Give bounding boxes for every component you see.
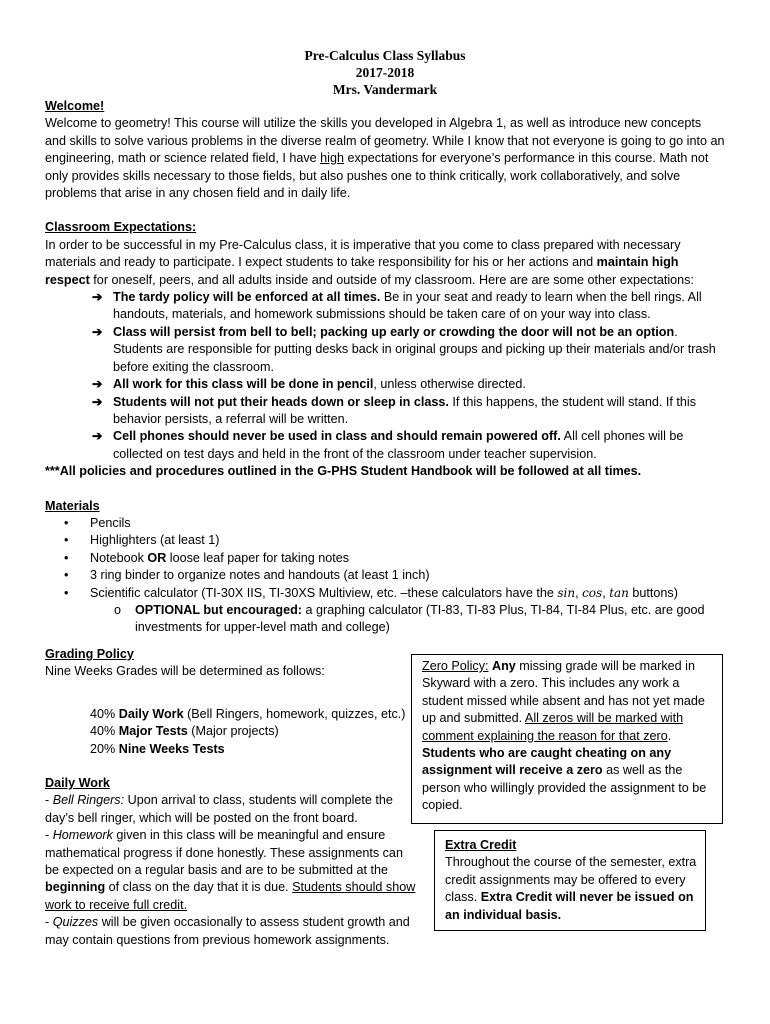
list-item: ➔ Students will not put their heads down or sleep in class. If this happens, the student will stand. If this behavior persists, a referral will be written.: [92, 394, 697, 426]
handbook-policy-note: ***All policies and procedures outlined in the G-PHS Student Handbook will be followed at all times.: [45, 464, 642, 479]
list-item: • Notebook OR loose leaf paper for taking notes: [90, 550, 725, 567]
list-item: • Scientific calculator (TI-30X IIS, TI-30XS Multiview, etc. –these calculators have the sin, cos, tan buttons) o OPTIONAL but encouraged: a graphing calculator (TI-83, TI-83 Plus, TI-84, TI-84 Plus, etc. are good investments for upper-level math and college): [90, 585, 725, 637]
zero-policy-box: Zero Policy: Any missing grade will be marked in Skyward with a zero. This includes any work a student missed while absent and has not yet made up and submitted. All zeros will be marked with comment explaining the reason for that zero. Students who are caught cheating on any assignment will receive a zero as well as the person who willingly provided the assignment to be copied.: [411, 654, 723, 824]
extra-credit-heading: Extra Credit: [445, 838, 517, 852]
arrow-right-icon: ➔: [92, 377, 103, 392]
grading-heading: Grading Policy: [45, 647, 134, 661]
bullet-icon: •: [64, 550, 69, 565]
arrow-right-icon: ➔: [92, 394, 103, 409]
syllabus-page: [45, 47, 725, 637]
arrow-right-icon: ➔: [92, 429, 103, 444]
bullet-icon: •: [64, 515, 69, 530]
arrow-right-icon: ➔: [92, 290, 103, 305]
expectations-heading: Classroom Expectations:: [45, 220, 197, 235]
teacher-name: Mrs. Vandermark: [332, 82, 438, 97]
list-item: ➔ The tardy policy will be enforced at all times. Be in your seat and ready to learn when the bell rings. All handouts, materials, and homework submissions should be taken care of on your way into class.: [92, 290, 702, 322]
list-item: • 3 ring binder to organize notes and handouts (at least 1 inch): [90, 567, 725, 584]
bullet-icon: •: [64, 568, 69, 583]
list-item: o OPTIONAL but encouraged: a graphing calculator (TI-83, TI-83 Plus, TI-84, TI-84 Plus, etc. are good investments for upper-level math and college): [114, 602, 705, 635]
extra-credit-box: Extra Credit Throughout the course of the semester, extra credit assignments may be offered to every class. Extra Credit will never be issued on an individual basis.: [434, 830, 706, 931]
materials-list: [45, 515, 725, 637]
school-year: 2017-2018: [355, 65, 415, 80]
grade-breakdown: [90, 706, 417, 758]
expectations-intro: In order to be successful in my Pre-Calculus class, it is imperative that you come to class prepared with necessary materials and ready to participate. I expect students to take responsibility for his or her actions and maintain high respect for oneself, peers, and all adults inside and outside of my classroom. Here are are some other expectations:: [45, 237, 694, 287]
grading-intro: Nine Weeks Grades will be determined as follows:: [45, 664, 325, 679]
list-item: ➔ Cell phones should never be used in class and should remain powered off. All cell phones will be collected on test days and held in the front of the classroom under teacher supervision.: [92, 429, 684, 461]
grade-row: 20% Nine Weeks Tests: [90, 741, 225, 756]
list-item: ➔ Class will persist from bell to bell; packing up early or crowding the door will not be an option. Students are responsible for putting desks back in original groups and picking up their materials and/or trash before exiting the classroom.: [92, 324, 716, 374]
grade-row: 40% Daily Work (Bell Ringers, homework, quizzes, etc.): [90, 706, 406, 721]
high-word: high: [320, 151, 344, 166]
zero-policy-label: Zero Policy:: [422, 659, 489, 673]
bullet-icon: •: [64, 585, 69, 600]
calculator-sublist: [90, 602, 725, 637]
expectations-list: [45, 289, 725, 463]
daily-work-heading: Daily Work: [45, 776, 110, 791]
bell-ringers-text: - Bell Ringers: Upon arrival to class, students will complete the day’s bell ringer, which will be posted on the front board.: [45, 793, 393, 825]
syllabus-title: Pre-Calculus Class Syllabus: [304, 48, 466, 63]
circle-bullet-icon: o: [114, 602, 122, 617]
arrow-right-icon: ➔: [92, 324, 103, 339]
bullet-icon: •: [64, 533, 69, 548]
grade-row: 40% Major Tests (Major projects): [90, 724, 279, 739]
list-item: • Pencils: [90, 515, 725, 532]
homework-text: - Homework given in this class will be meaningful and ensure mathematical progress if done honestly. These assignments can be expected on a regular basis and are to be submitted at the beginning of class on the day that it is due. Students should show work to receive full credit.: [45, 828, 416, 912]
quizzes-text: - Quizzes will be given occasionally to assess student growth and may contain questions from previous homework assignments.: [45, 915, 410, 947]
grading-column: [45, 646, 417, 949]
materials-heading: Materials: [45, 498, 100, 513]
list-item: ➔ All work for this class will be done in pencil, unless otherwise directed.: [92, 376, 725, 393]
welcome-paragraph: Welcome to geometry! This course will utilize the skills you developed in Algebra 1, as well as introduce new concepts and skills to solve various problems in the diverse realm of geometry. While I know that not everyone is going to go into an engineering, math or science related field, I have high expectations for everyone’s performance in this course. Math not only provides skills necessary to those fields, but also pushes one to think critically, work collaboratively, and solve problems that arise in any chosen field and in daily life.: [45, 116, 725, 201]
list-item: • Highlighters (at least 1): [90, 532, 725, 549]
welcome-heading: Welcome!: [45, 99, 105, 113]
